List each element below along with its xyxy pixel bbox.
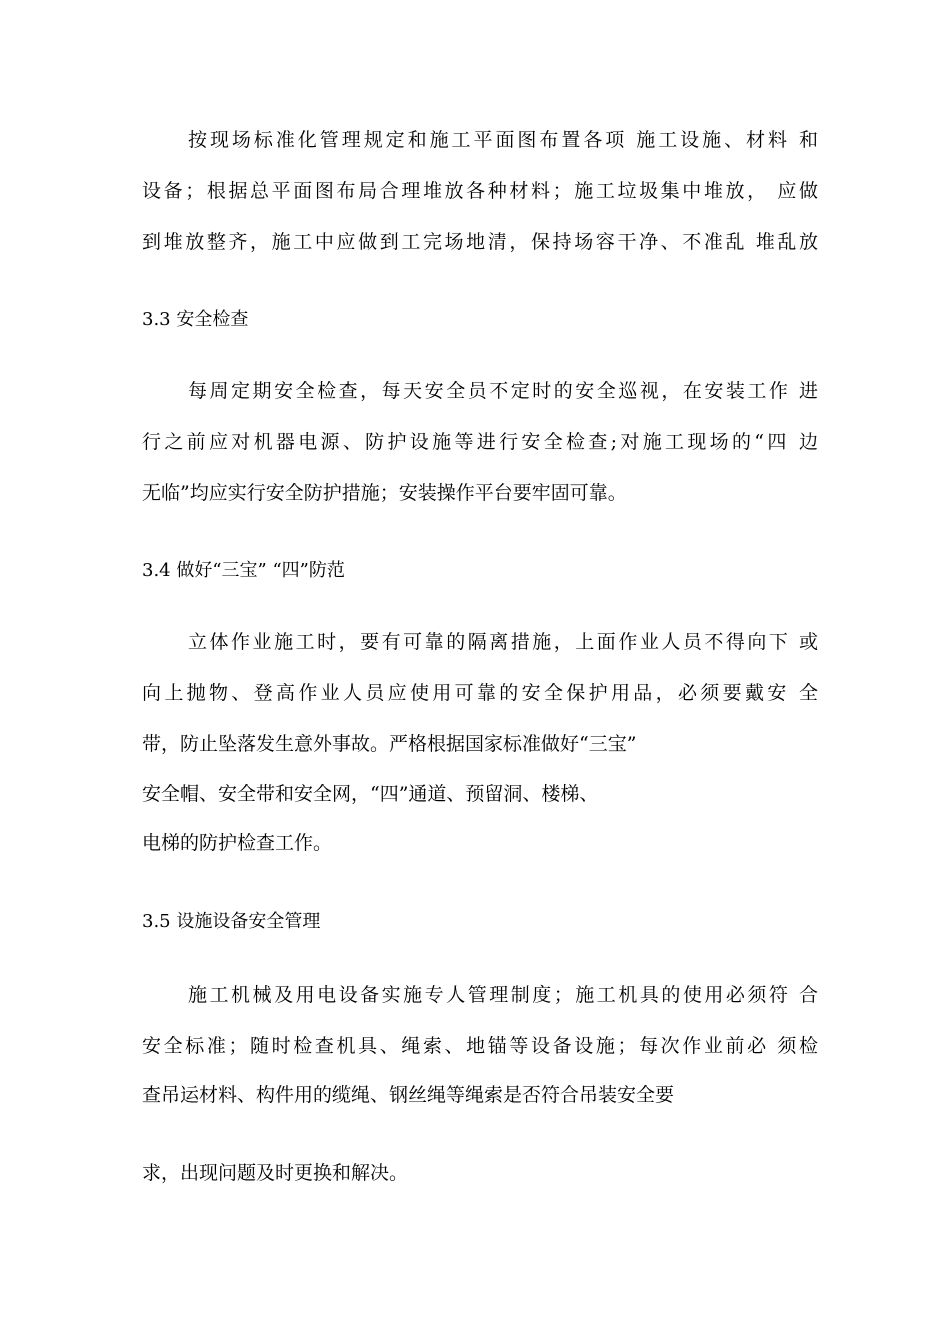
section-heading: 3.3 安全检查 bbox=[142, 309, 249, 330]
section-heading: 3.5 设施设备安全管理 bbox=[142, 911, 321, 932]
paragraph-line: 无临”均应实行安全防护措施；安装操作平台要牢固可靠。 bbox=[142, 482, 627, 504]
paragraph-line: 查吊运材料、构件用的缆绳、钢丝绳等绳索是否符合吊装安全要 bbox=[142, 1084, 675, 1106]
paragraph-line: 施工机械及用电设备实施专人管理制度；施工机具的使用必须符 合 bbox=[188, 984, 818, 1006]
paragraph-line: 向上抛物、登高作业人员应使用可靠的安全保护用品，必须要戴安 全 bbox=[142, 682, 818, 704]
paragraph-line: 立体作业施工时，要有可靠的隔离措施，上面作业人员不得向下 或 bbox=[188, 631, 818, 653]
paragraph-line: 设备；根据总平面图布局合理堆放各种材料；施工垃圾集中堆放， 应做 bbox=[142, 180, 818, 202]
paragraph-line: 安全标准；随时检查机具、绳索、地锚等设备设施；每次作业前必 须检 bbox=[142, 1035, 818, 1057]
paragraph-line: 到堆放整齐，施工中应做到工完场地清，保持场容干净、不准乱 堆乱放 bbox=[142, 231, 818, 253]
paragraph-line: 行之前应对机器电源、防护设施等进行安全检查;对施工现场的“四 边 bbox=[142, 431, 818, 453]
paragraph-line: 电梯的防护检查工作。 bbox=[142, 832, 333, 854]
paragraph-line: 按现场标准化管理规定和施工平面图布置各项 施工设施、材料 和 bbox=[188, 129, 818, 151]
paragraph-line: 每周定期安全检查，每天安全员不定时的安全巡视，在安装工作 进 bbox=[188, 380, 818, 402]
paragraph-line: 安全帽、安全带和安全网，“四”通道、预留洞、楼梯、 bbox=[142, 783, 599, 805]
paragraph-line: 带，防止坠落发生意外事故。严格根据国家标准做好“三宝” bbox=[142, 733, 637, 755]
section-heading: 3.4 做好“三宝” “四”防范 bbox=[142, 560, 345, 581]
paragraph-line: 求，出现问题及时更换和解决。 bbox=[142, 1162, 409, 1184]
